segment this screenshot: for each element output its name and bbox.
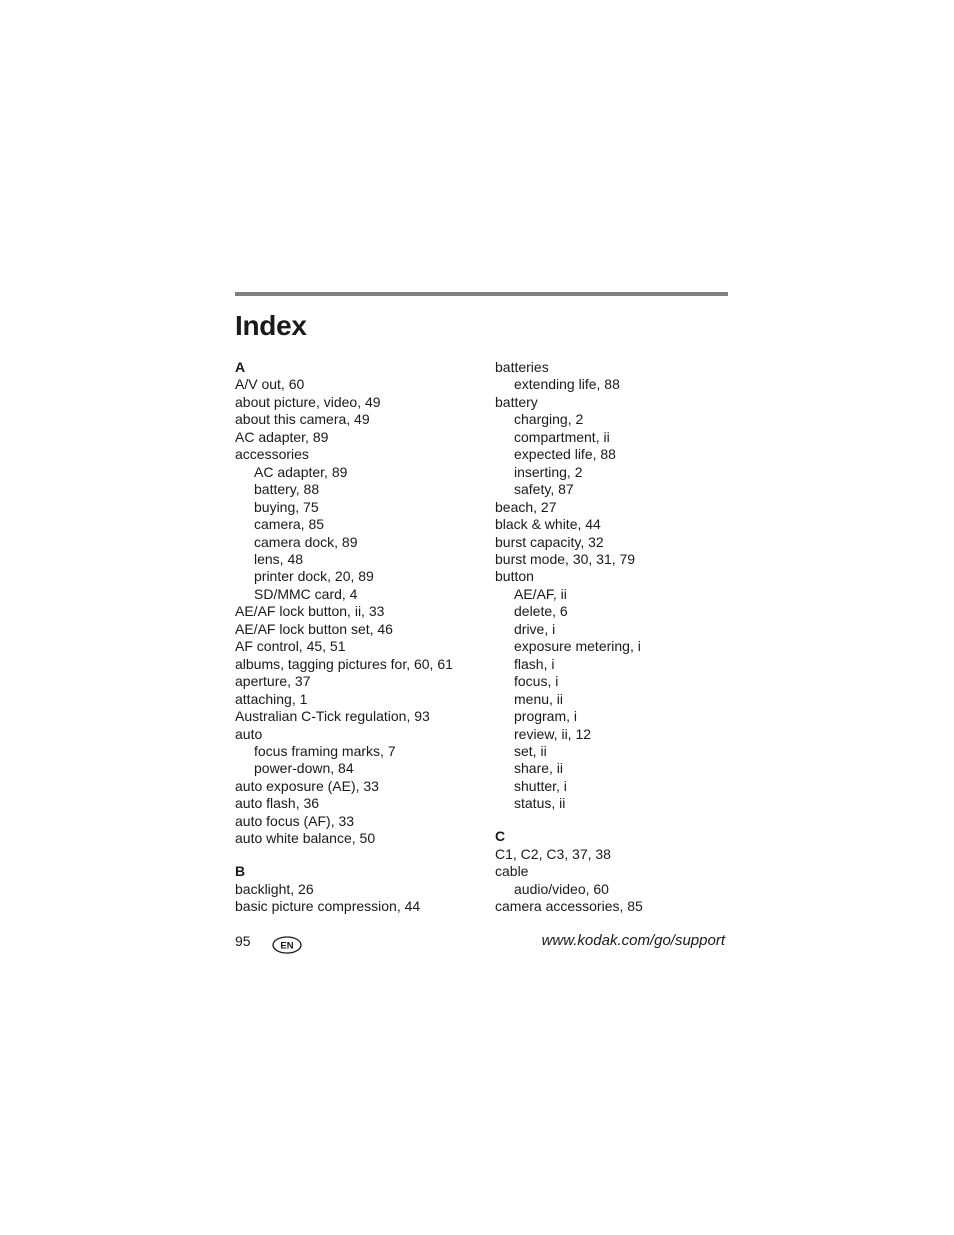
index-subentry: status, ii	[514, 795, 566, 812]
index-subentry: focus, i	[514, 673, 559, 690]
index-subentry: printer dock, 20, 89	[254, 568, 374, 585]
index-entry: AE/AF lock button, ii, 33	[235, 603, 385, 620]
index-subentry: delete, 6	[514, 603, 568, 620]
index-entry: auto	[235, 725, 263, 742]
index-entry: AE/AF lock button set, 46	[235, 620, 393, 637]
index-subentry: power-down, 84	[254, 760, 354, 777]
index-subentry: charging, 2	[514, 411, 584, 428]
index-subentry: compartment, ii	[514, 428, 610, 445]
index-entry: A/V out, 60	[235, 376, 305, 393]
page-number: 95	[235, 933, 251, 949]
page-title: Index	[235, 310, 307, 341]
index-entry: aperture, 37	[235, 673, 311, 690]
language-badge	[272, 936, 302, 959]
index-entry: button	[495, 568, 534, 585]
index-entry: auto white balance, 50	[235, 830, 376, 847]
language-badge-label: EN	[280, 940, 294, 952]
index-entry: burst mode, 30, 31, 79	[495, 550, 636, 567]
index-subentry: menu, ii	[514, 690, 564, 707]
index-entry: auto exposure (AE), 33	[235, 777, 379, 794]
index-entry: basic picture compression, 44	[235, 898, 421, 915]
index-subentry: share, ii	[514, 760, 564, 777]
index-subentry: AE/AF, ii	[514, 585, 567, 602]
section-letter: B	[235, 863, 246, 880]
index-subentry: inserting, 2	[514, 463, 583, 480]
index-entry: cable	[495, 863, 529, 880]
index-entry: beach, 27	[495, 498, 557, 515]
index-entry: backlight, 26	[235, 880, 314, 897]
index-entry: AC adapter, 89	[235, 428, 329, 445]
index-entry: burst capacity, 32	[495, 533, 604, 550]
index-subentry: audio/video, 60	[514, 880, 609, 897]
index-entry: auto focus (AF), 33	[235, 812, 355, 829]
index-entry: about picture, video, 49	[235, 393, 381, 410]
index-subentry: SD/MMC card, 4	[254, 585, 358, 602]
index-subentry: camera, 85	[254, 516, 325, 533]
index-subentry: camera dock, 89	[254, 533, 358, 550]
index-subentry: exposure metering, i	[514, 638, 641, 655]
index-entry: auto flash, 36	[235, 795, 320, 812]
index-entry: black & white, 44	[495, 516, 601, 533]
index-entry: Australian C-Tick regulation, 93	[235, 708, 430, 725]
index-entry: attaching, 1	[235, 690, 308, 707]
index-subentry: expected life, 88	[514, 446, 616, 463]
index-entry: camera accessories, 85	[495, 898, 643, 915]
index-subentry: AC adapter, 89	[254, 463, 348, 480]
index-entry: AF control, 45, 51	[235, 638, 346, 655]
index-subentry: program, i	[514, 708, 578, 725]
section-letter: C	[495, 828, 506, 845]
section-gap	[495, 813, 745, 829]
index-subentry: extending life, 88	[514, 376, 620, 393]
top-rule	[235, 292, 728, 296]
index-entry: C1, C2, C3, 37, 38	[495, 845, 611, 862]
index-subentry: safety, 87	[514, 481, 574, 498]
en-language-icon	[272, 936, 302, 954]
index-subentry: shutter, i	[514, 777, 567, 794]
index-subentry: drive, i	[514, 620, 556, 637]
index-column-left	[235, 359, 485, 916]
index-subentry: buying, 75	[254, 498, 319, 515]
section-gap	[235, 848, 485, 864]
index-column-right	[495, 359, 745, 916]
index-entry: accessories	[235, 446, 309, 463]
support-url: www.kodak.com/go/support	[541, 932, 725, 949]
section-letter: A	[235, 359, 246, 375]
index-entry: albums, tagging pictures for, 60, 61	[235, 655, 453, 672]
index-subentry: lens, 48	[254, 550, 304, 567]
index-subentry: flash, i	[514, 655, 555, 672]
index-subentry: set, ii	[514, 742, 547, 759]
index-subentry: review, ii, 12	[514, 725, 592, 742]
index-subentry: battery, 88	[254, 481, 320, 498]
index-subentry: focus framing marks, 7	[254, 742, 396, 759]
index-entry: about this camera, 49	[235, 411, 370, 428]
index-entry: batteries	[495, 359, 549, 375]
index-entry: battery	[495, 393, 538, 410]
